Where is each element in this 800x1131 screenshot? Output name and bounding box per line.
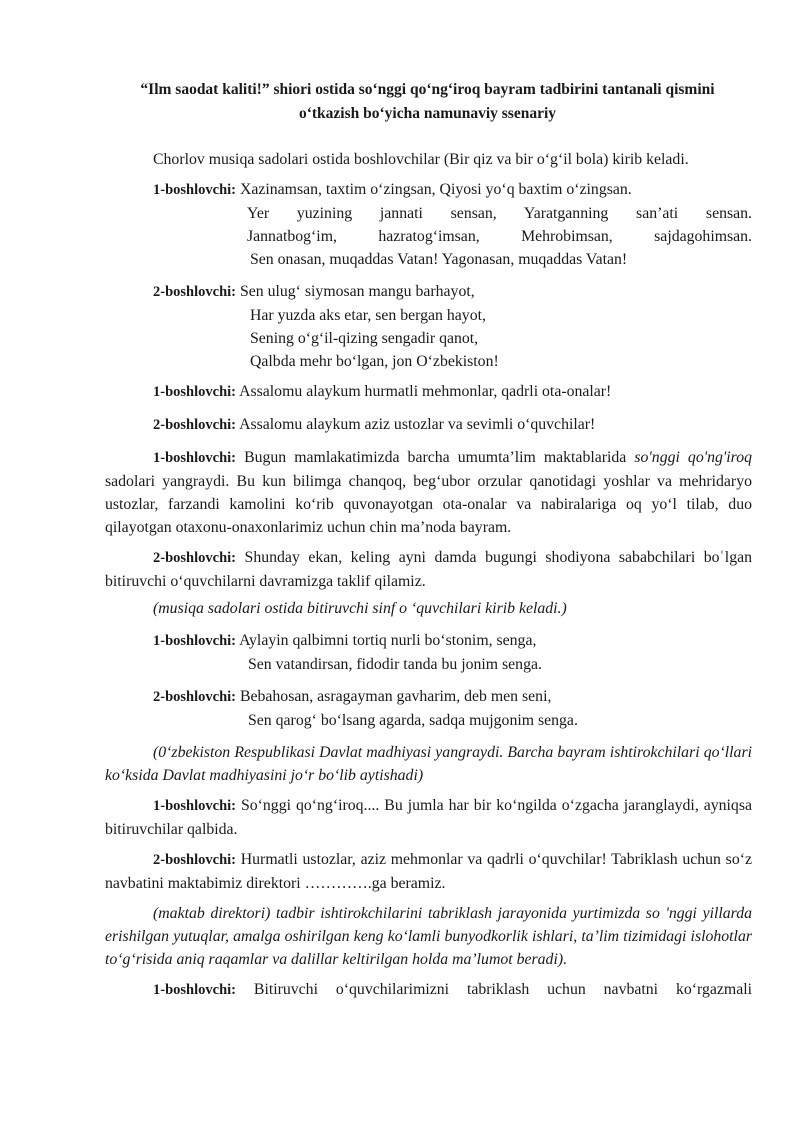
host1-remark-text: So‘nggi qo‘ng‘iroq.... Bu jumla har bir ko‘ngilda o‘zgacha jaranglaydi, ayniqsa bitiruvchilar qalbida. xyxy=(105,797,752,838)
host1-closing-text: Bitiruvchi o‘quvchilarimizni tabriklash uchun navbatni ko‘rgazmali xyxy=(253,981,752,998)
host2-speech-text: Shunday ekan, keling ayni damda bugungi shodiyona sababchilari boʿlgan bitiruvchi o‘quvchilarni davramizga taklif qilamiz. xyxy=(105,549,752,590)
speaker-label: 2-boshlovchi: xyxy=(153,550,236,566)
host1-poem-line-1: Aylayin qalbimni tortiq nurli bo‘stonim, senga, xyxy=(239,632,537,649)
host1-greeting-text: Assalomu alaykum hurmatli mehmonlar, qadrli ota-onalar! xyxy=(239,383,612,400)
host1-greeting xyxy=(105,380,752,404)
host2-greeting xyxy=(105,413,752,437)
host2-speech xyxy=(105,546,752,593)
speaker-label: 1-boshlovchi: xyxy=(153,384,236,400)
host1-remark xyxy=(105,794,752,841)
host1-poem xyxy=(105,629,752,653)
host2-verse-3: Sening o‘g‘il-qizing sengadir qanot, xyxy=(250,330,479,347)
speaker-label: 2-boshlovchi: xyxy=(153,417,236,433)
host2-verse-1: Sen ulug‘ siymosan mangu barhayot, xyxy=(239,283,475,300)
host2-poem-line-2: Sen qarog‘ bo‘lsang agarda, sadqa mujgonim senga. xyxy=(248,712,578,729)
speaker-label: 1-boshlovchi: xyxy=(153,982,236,998)
host1-closing xyxy=(105,978,752,1002)
host2-remark xyxy=(105,848,752,895)
host2-poem-line-1: Bebahosan, asragayman gavharim, deb men seni, xyxy=(239,688,552,705)
document-title xyxy=(105,78,752,126)
host1-verse-4: Sen onasan, muqaddas Vatan! Yagonasan, muqaddas Vatan! xyxy=(250,251,628,268)
title-line-2: o‘tkazish bo‘yicha namunaviy ssenariy xyxy=(298,105,557,122)
host2-line-1 xyxy=(105,280,752,304)
speaker-label: 1-boshlovchi: xyxy=(153,182,236,198)
stage-direction-1: (musiqa sadolari ostida bitiruvchi sinf o ‘quvchilari kirib keladi.) xyxy=(153,600,567,617)
host1-poem-line-2: Sen vatandirsan, fidodir tanda bu jonim senga. xyxy=(248,656,542,673)
speaker-label: 2-boshlovchi: xyxy=(153,689,236,705)
host1-speech-post: sadolari yangraydi. Bu kun bilimga chanqoq, beg‘ubor orzular qanotidagi yoshlar va mehridaryo ustozlar, farzandi kamolini ko‘rib quvonayotgan ota-onalar va nabiralariga oq yo‘l tilab, duo qilayotgan otaxonu-onaxonlarimiz uchun chin ma’noda bayram. xyxy=(105,473,752,536)
stage-direction-2: (0‘zbekiston Respublikasi Davlat madhiyasi yangraydi. Barcha bayram ishtirokchilari qo‘llari ko‘ksida Davlat madhiyasini jo‘r bo‘lib aytishadi) xyxy=(105,744,752,784)
host1-speech xyxy=(105,446,752,539)
host2-verse-2: Har yuzda aks etar, sen bergan hayot, xyxy=(250,307,486,324)
speaker-label: 1-boshlovchi: xyxy=(153,798,236,814)
host2-poem xyxy=(105,685,752,709)
host1-line-1 xyxy=(105,178,752,202)
host2-verse-4: Qalbda mehr bo‘lgan, jon O‘zbekiston! xyxy=(250,353,499,370)
speaker-label: 1-boshlovchi: xyxy=(153,450,236,466)
host1-speech-italic: so'nggi qo'ng'iroq xyxy=(634,449,753,466)
speaker-label: 2-boshlovchi: xyxy=(153,852,236,868)
host1-speech-pre: Bugun mamlakatimizda barcha umumta’lim maktablarida xyxy=(244,449,627,466)
host1-verse-2: Yer yuzining jannati sensan, Yaratganning san’ati sensan. xyxy=(247,205,752,222)
title-line-1: “Ilm saodat kaliti!” shiori ostida so‘nggi qo‘ng‘iroq bayram tadbirini tantanali qismini xyxy=(140,81,715,98)
host1-verse-1: Xazinamsan, taxtim o‘zingsan, Qiyosi yo‘q baxtim o‘zingsan. xyxy=(239,181,632,198)
speaker-label: 2-boshlovchi: xyxy=(153,284,236,300)
stage-direction-3: (maktab direktori) tadbir ishtirokchilarini tabriklash jarayonida yurtimizda so 'nggi yillarda erishilgan yutuqlar, amalga oshirilgan keng ko‘lamli bunyodkorlik ishlari, ta’lim tizimidagi islohotlar to‘g‘risida aniq raqamlar va dalillar keltirilgan holda ma’lumot beradi). xyxy=(105,905,752,968)
host1-verse-3: Jannatbog‘im, hazratog‘imsan, Mehrobimsan, sajdagohimsan. xyxy=(247,228,752,245)
host2-greeting-text: Assalomu alaykum aziz ustozlar va sevimli o‘quvchilar! xyxy=(239,416,596,433)
intro-paragraph: Chorlov musiqa sadolari ostida boshlovchilar (Bir qiz va bir o‘g‘il bola) kirib keladi. xyxy=(153,151,689,168)
speaker-label: 1-boshlovchi: xyxy=(153,633,236,649)
host2-remark-text: Hurmatli ustozlar, aziz mehmonlar va qadrli o‘quvchilar! Tabriklash uchun so‘z navbatini maktabimiz direktori ………….ga beramiz. xyxy=(105,851,753,892)
